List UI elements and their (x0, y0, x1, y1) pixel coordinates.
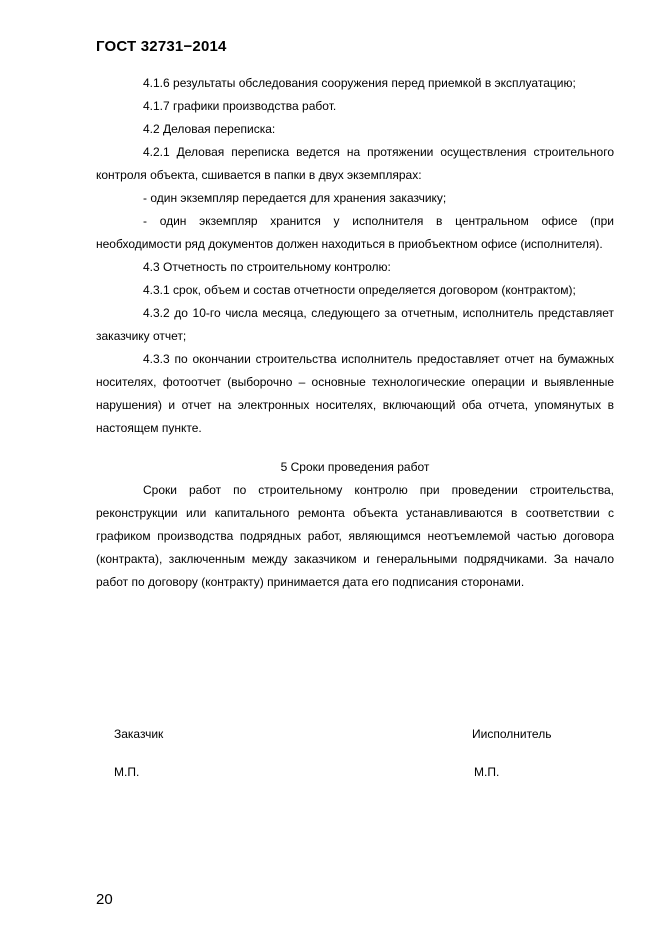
paragraph-copy-two: - один экземпляр хранится у исполнителя в центральном офисе (при необходимости ряд документов должен находиться в приобъектном офисе (исполнителя). (96, 214, 614, 251)
customer-stamp: М.П. (114, 765, 140, 779)
contractor-stamp: М.П. (474, 765, 500, 779)
paragraph-4-1-6: 4.1.6 результаты обследования сооружения перед приемкой в эксплуатацию; (143, 76, 576, 90)
paragraph-4-1-7: 4.1.7 графики производства работ. (143, 99, 337, 113)
section-5-text: Сроки работ по строительному контролю при проведении строительства, реконструкции или капитального ремонта объекта устанавливаются в соответствии с графиком производства подрядных работ, являющимся неотъемлемой частью договора (контракта), заключенным между заказчиком и генеральными подрядчиками. За начало работ по договору (контракту) принимается дата его подписания сторонами. (96, 483, 614, 589)
page-number: 20 (96, 891, 113, 908)
paragraph-4-3: 4.3 Отчетность по строительному контролю: (143, 260, 391, 274)
contractor-label: Иисполнитель (472, 727, 552, 741)
section-5-title: 5 Сроки проведения работ (280, 460, 430, 474)
paragraph-4-3-1: 4.3.1 срок, объем и состав отчетности определяется договором (контрактом); (143, 283, 576, 297)
paragraph-copy-one: - один экземпляр передается для хранения заказчику; (143, 191, 447, 205)
paragraph-4-3-3: 4.3.3 по окончании строительства исполнитель предоставляет отчет на бумажных носителях, фотоотчет (выборочно – основные технологические операции и выявленные нарушения) и отчет на электронных носителях, включающий оба отчета, упомянутых в настоящем пункте. (96, 352, 614, 435)
paragraph-4-2-1: 4.2.1 Деловая переписка ведется на протяжении осуществления строительного контроля объекта, сшивается в папки в двух экземплярах: (96, 145, 614, 182)
document-header: ГОСТ 32731−2014 (96, 38, 227, 55)
page-body (96, 72, 614, 594)
paragraph-4-2: 4.2 Деловая переписка: (143, 122, 276, 136)
customer-label: Заказчик (114, 727, 164, 741)
paragraph-4-3-2: 4.3.2 до 10-го числа месяца, следующего за отчетным, исполнитель представляет заказчику отчет; (96, 306, 614, 343)
